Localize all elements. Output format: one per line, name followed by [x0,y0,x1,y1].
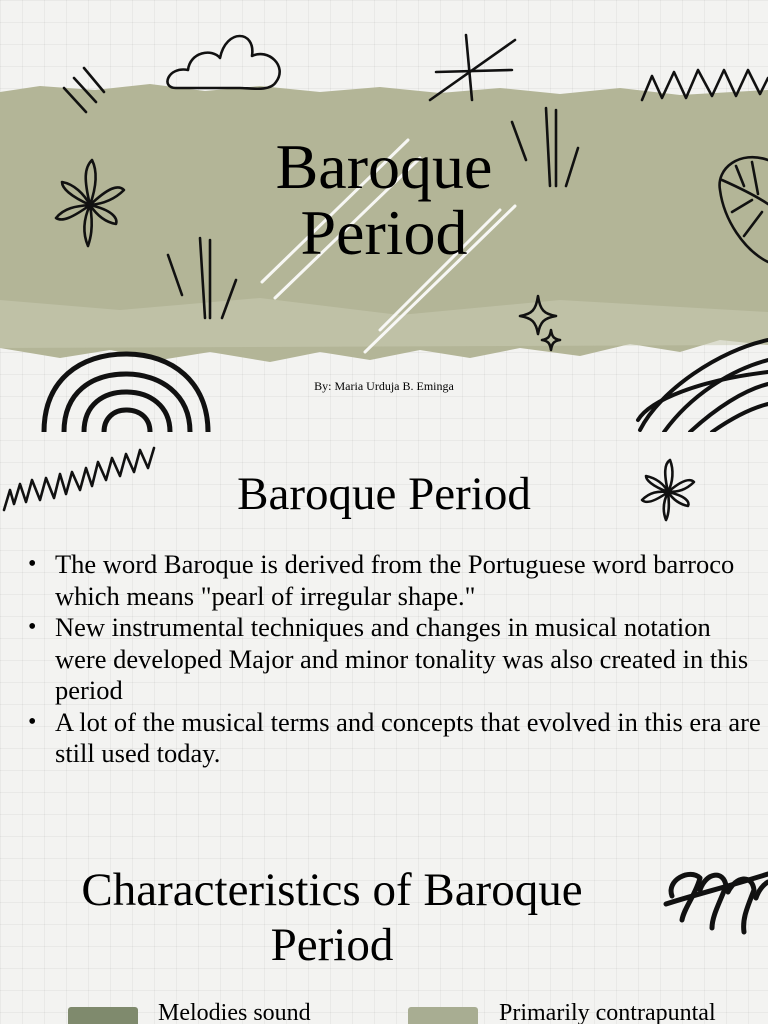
characteristics-slide [0,860,768,1024]
color-swatch [68,1007,138,1024]
title-line: Characteristics of Baroque [81,864,583,916]
title-slide [0,0,768,432]
slide-title [0,131,768,268]
scribble-icon [666,874,768,932]
bullet-list [28,549,768,770]
list-item: • A lot of the musical terms and concepts that evolved in this era are still used today. [28,707,768,770]
cloud-icon [167,36,279,89]
slide-title [0,863,664,973]
list-item: • New instrumental techniques and changes in musical notation were developed Major and minor tonality was also created in this period [28,612,768,707]
characteristic-label: Primarily contrapuntal [499,1000,716,1024]
characteristic-label: Melodies sound [158,1000,311,1024]
title-line: Period [270,919,394,971]
color-swatch [408,1007,478,1024]
characteristic-item [68,999,368,1024]
author-byline: By: Maria Urduja B. Eminga [314,379,454,393]
list-item: • The word Baroque is derived from the Portuguese word barroco which means "pearl of irregular shape." [28,549,768,612]
content-slide [0,432,768,860]
title-line: Period [300,197,468,268]
characteristic-item [408,999,768,1024]
slide-title: Baroque Period [237,468,531,520]
title-line: Baroque [275,131,493,202]
